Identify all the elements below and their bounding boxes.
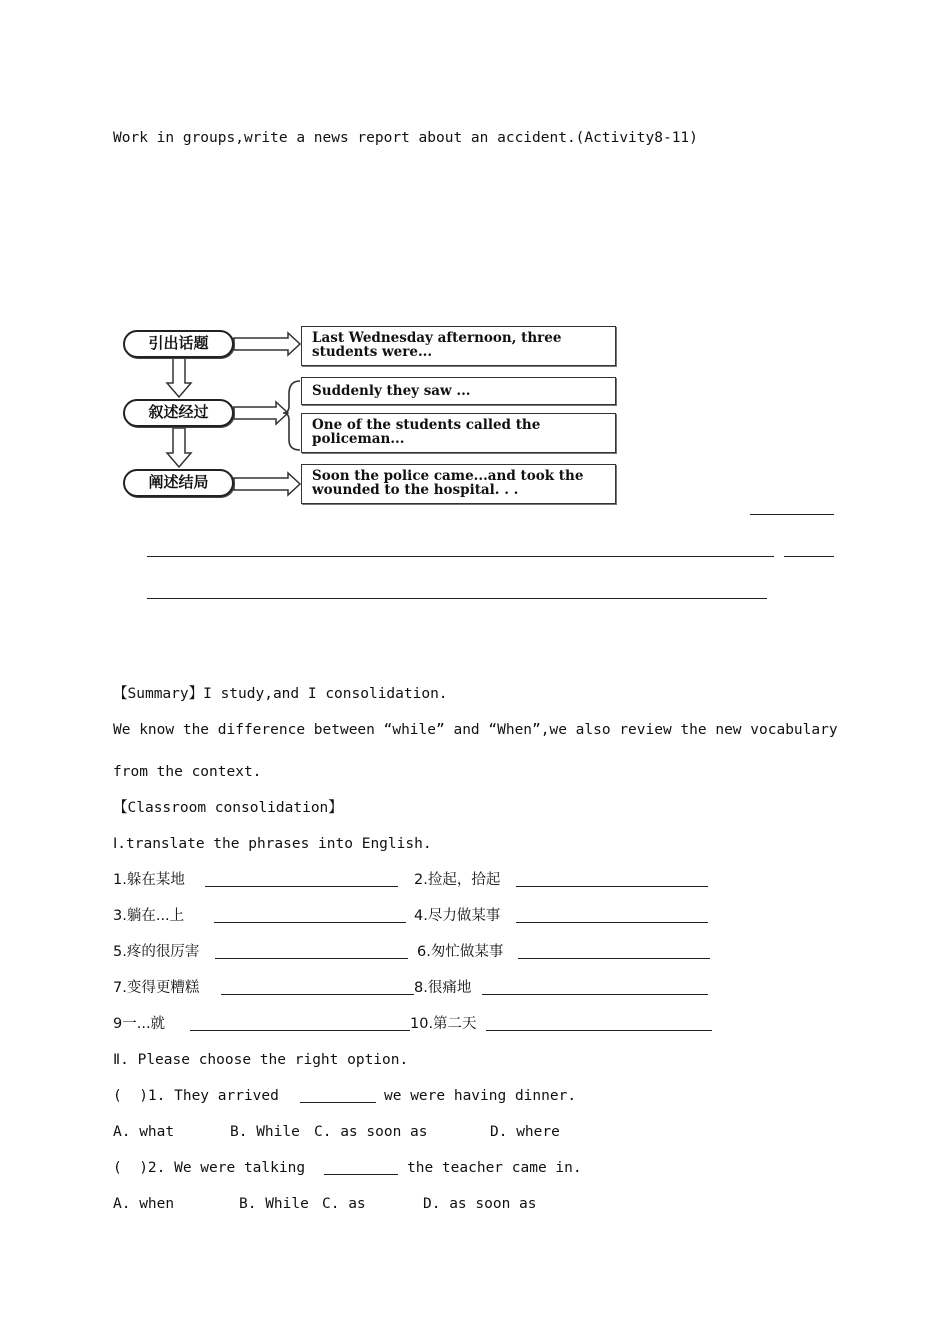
box-line: Suddenly they saw ... [312,383,471,399]
phrase-prompt: 6.匆忙做某事 [417,944,504,960]
summary-text-line: We know the difference between “while” and “When”,we also review the new vocabulary [113,722,838,738]
box-line: One of the students called the [312,417,541,433]
option-b[interactable]: B. While [239,1196,309,1212]
phrase-prompt: 1.躲在某地 [113,872,185,888]
box-line: Last Wednesday afternoon, three [312,330,562,346]
writing-line[interactable] [147,598,767,599]
writing-line[interactable] [784,556,834,557]
answer-blank[interactable] [221,994,414,995]
phrase-prompt: 5.疼的很厉害 [113,944,200,960]
phrase-prompt: 9一...就 [113,1016,166,1032]
consolidation-heading: 【Classroom consolidation】 [113,800,343,816]
answer-blank[interactable] [205,886,398,887]
box-line: students were... [312,344,433,360]
option-d[interactable]: D. as soon as [423,1196,537,1212]
flowchart-box-intro [301,326,616,366]
question-stem-end: we were having dinner. [384,1088,577,1104]
phrase-prompt: 2.捡起，拾起 [414,872,501,888]
answer-blank[interactable] [324,1174,398,1175]
answer-blank[interactable] [300,1102,376,1103]
flowchart-label-intro: 引出话题 [123,330,234,358]
writing-line[interactable] [750,514,834,515]
option-b[interactable]: B. While [230,1124,300,1140]
flowchart-label-ending: 阐述结局 [123,469,234,497]
question-stem: ( )2. We were talking [113,1160,306,1176]
summary-heading: 【Summary】I study,and I consolidation. [113,686,448,702]
phrase-prompt: 3.躺在...上 [113,908,185,924]
option-c[interactable]: C. as [322,1196,366,1212]
question-stem: ( )1. They arrived [113,1088,279,1104]
phrase-prompt: 8.很痛地 [414,980,472,996]
option-a[interactable]: A. what [113,1124,175,1140]
box-line: policeman... [312,431,405,447]
phrase-prompt: 7.变得更糟糕 [113,980,200,996]
option-d[interactable]: D. where [490,1124,560,1140]
writing-line[interactable] [147,556,774,557]
box-line: Soon the police came...and took the [312,468,584,484]
box-line: wounded to the hospital. . . [312,482,519,498]
answer-blank[interactable] [215,958,408,959]
answer-blank[interactable] [190,1030,410,1031]
question-stem-end: the teacher came in. [407,1160,582,1176]
summary-text-line: from the context. [113,764,262,780]
answer-blank[interactable] [214,922,406,923]
flowchart-label-process: 叙述经过 [123,399,234,427]
answer-blank[interactable] [482,994,708,995]
answer-blank[interactable] [518,958,710,959]
flowchart-box-ending [301,464,616,504]
answer-blank[interactable] [486,1030,712,1031]
flowchart-box-saw [301,377,616,405]
part1-title: Ⅰ.translate the phrases into English. [113,836,432,852]
phrase-prompt: 4.尽力做某事 [414,908,501,924]
answer-blank[interactable] [516,922,708,923]
task-instruction: Work in groups,write a news report about an accident.(Activity8-11) [113,130,698,146]
option-c[interactable]: C. as soon as [314,1124,428,1140]
answer-blank[interactable] [516,886,708,887]
flowchart-box-called [301,413,616,453]
phrase-prompt: 10.第二天 [410,1016,477,1032]
part2-title: Ⅱ. Please choose the right option. [113,1052,409,1068]
option-a[interactable]: A. when [113,1196,175,1212]
